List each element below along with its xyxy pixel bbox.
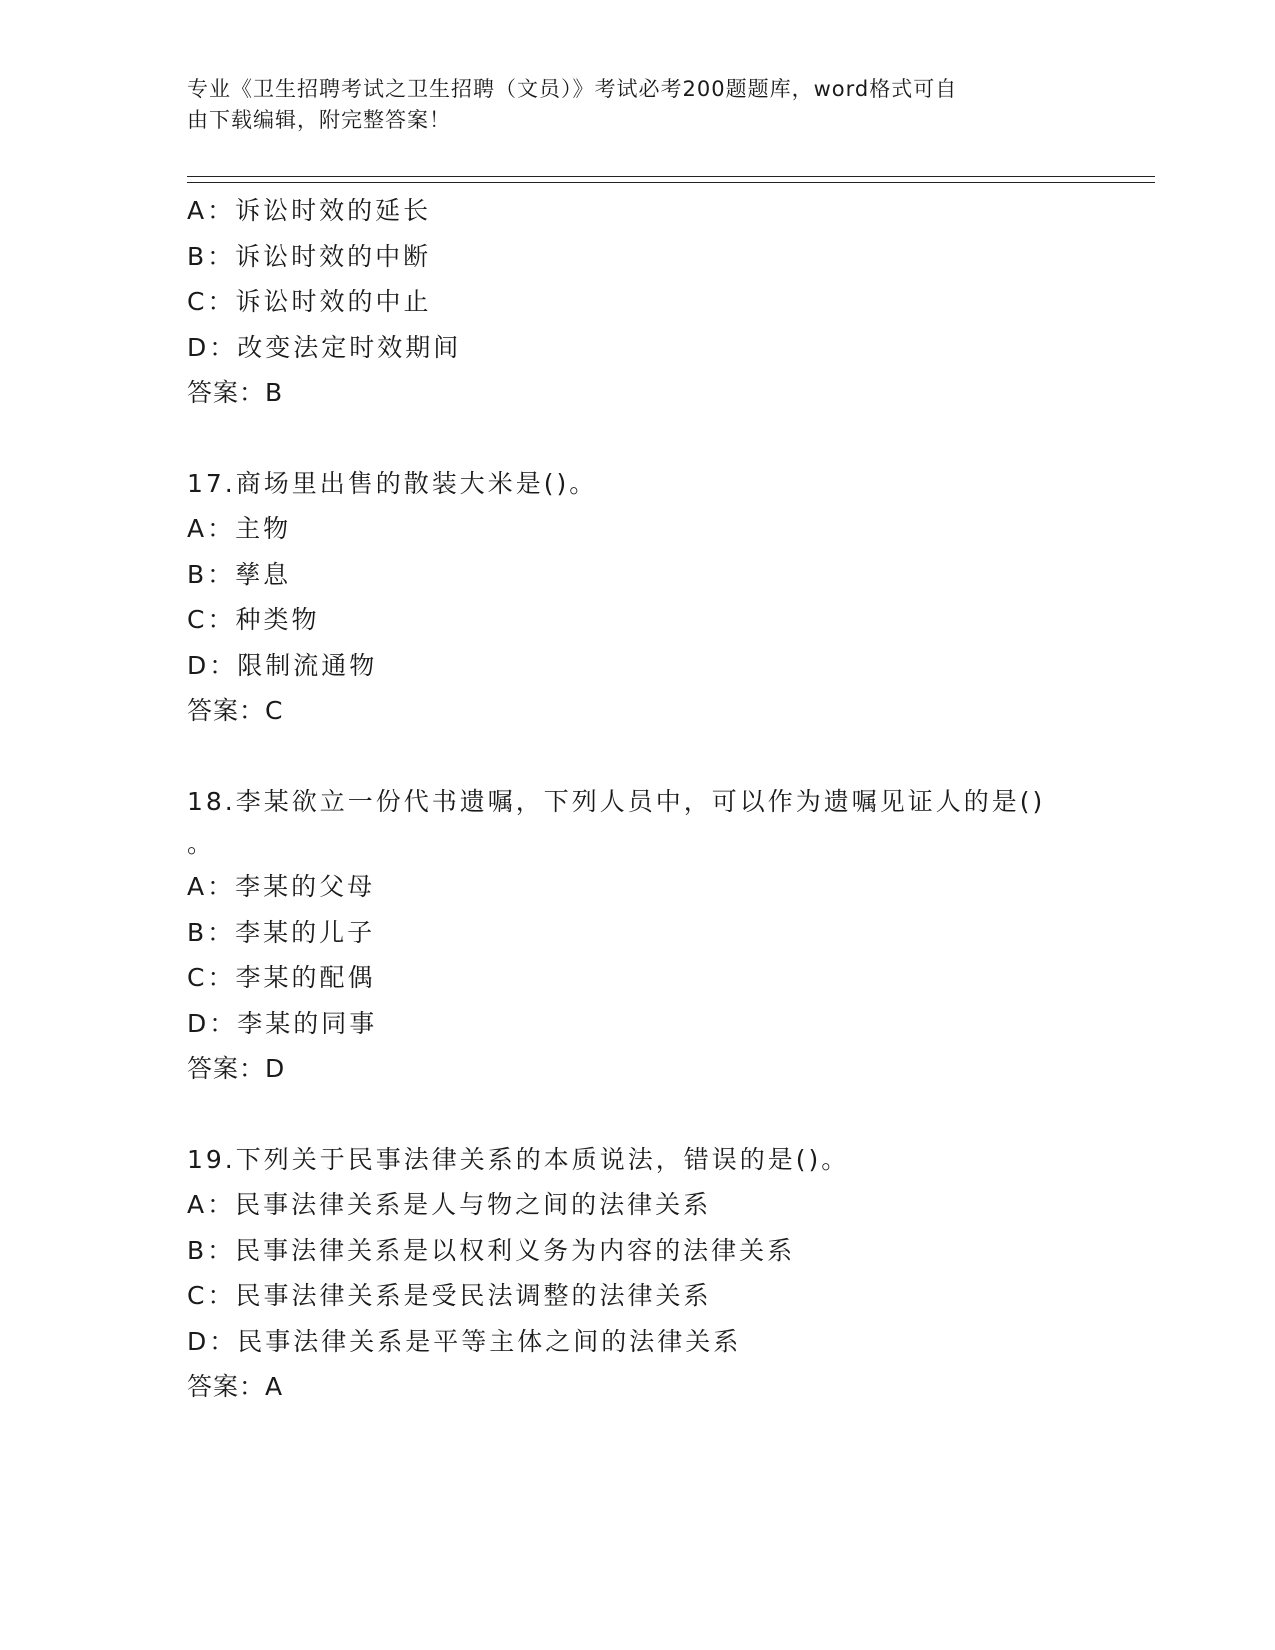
answer-line: 答案：A xyxy=(187,1372,284,1401)
option-b: B：李某的儿子 xyxy=(187,917,376,947)
option-d: D：改变法定时效期间 xyxy=(187,332,462,362)
question-list xyxy=(187,188,1087,1410)
answer-line: 答案：D xyxy=(187,1054,286,1083)
header-line-1: 专业《卫生招聘考试之卫生招聘（文员）》考试必考200题题库，word格式可自 xyxy=(187,77,958,101)
header-divider-top xyxy=(187,176,1155,177)
document-header xyxy=(187,74,1067,136)
option-b: B：孳息 xyxy=(187,559,292,589)
answer-line: 答案：B xyxy=(187,378,284,407)
question-19-block xyxy=(187,1137,1087,1410)
option-d: D：李某的同事 xyxy=(187,1008,378,1038)
option-c: C：李某的配偶 xyxy=(187,963,376,992)
option-c: C：诉讼时效的中止 xyxy=(187,287,432,316)
option-c: C：种类物 xyxy=(187,605,320,634)
option-a: A：主物 xyxy=(187,514,292,543)
question-stem: 17.商场里出售的散装大米是()。 xyxy=(187,468,598,498)
header-divider-bottom xyxy=(187,182,1155,183)
question-stem: 19.下列关于民事法律关系的本质说法，错误的是()。 xyxy=(187,1144,850,1174)
option-b: B：民事法律关系是以权利义务为内容的法律关系 xyxy=(187,1235,796,1265)
option-a: A：李某的父母 xyxy=(187,872,376,901)
question-16-block xyxy=(187,188,1087,416)
option-a: A：民事法律关系是人与物之间的法律关系 xyxy=(187,1190,712,1219)
option-b: B：诉讼时效的中断 xyxy=(187,241,432,271)
option-d: D：民事法律关系是平等主体之间的法律关系 xyxy=(187,1326,742,1356)
question-17-block xyxy=(187,461,1087,734)
header-line-2: 由下载编辑，附完整答案！ xyxy=(187,108,451,132)
option-d: D：限制流通物 xyxy=(187,650,378,680)
question-18-block xyxy=(187,779,1087,1092)
question-stem: 18.李某欲立一份代书遗嘱，下列人员中，可以作为遗嘱见证人的是() xyxy=(187,786,1046,816)
question-stem-continuation: 。 xyxy=(187,829,216,858)
option-c: C：民事法律关系是受民法调整的法律关系 xyxy=(187,1281,712,1310)
answer-line: 答案：C xyxy=(187,696,284,725)
option-a: A：诉讼时效的延长 xyxy=(187,196,432,225)
